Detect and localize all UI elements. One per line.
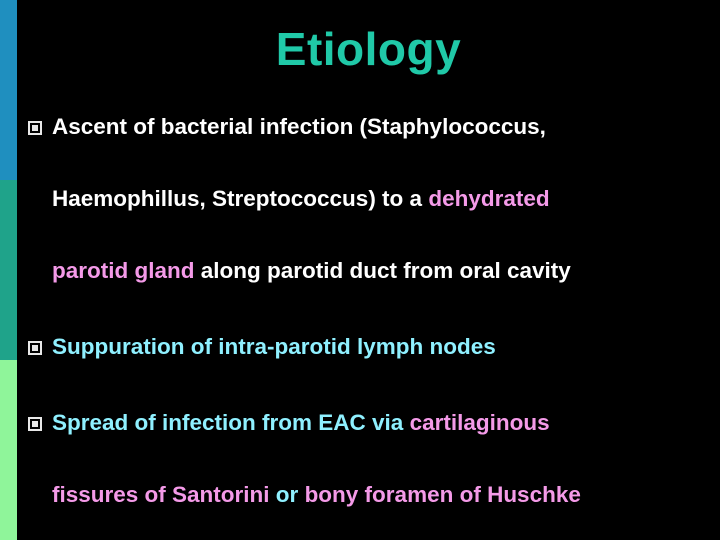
bullet-1-line-3-text: along parotid duct from oral cavity xyxy=(194,258,571,283)
bullet-3-highlight-fissures: fissures of Santorini xyxy=(52,482,270,507)
square-bullet-icon xyxy=(28,341,42,355)
bullet-1-line-1 xyxy=(52,114,546,140)
bullet-1-line-1-text: Ascent of bacterial infection (Staphylococcus, xyxy=(52,114,546,139)
bullet-3-highlight-bony-foramen: bony foramen of Huschke xyxy=(304,482,581,507)
bullet-1-line-2-text: Haemophillus, Streptococcus) to a xyxy=(52,186,429,211)
bullet-1-highlight-dehydrated: dehydrated xyxy=(428,186,550,211)
accent-bar-middle xyxy=(0,180,17,360)
bullet-2-line-1-text: Suppuration of intra-parotid lymph nodes xyxy=(52,334,496,359)
bullet-3-line-1 xyxy=(52,410,550,436)
square-bullet-icon xyxy=(28,121,42,135)
bullet-3-line-1-text: Spread of infection from EAC via xyxy=(52,410,410,435)
bullet-2-line-1 xyxy=(52,334,496,360)
accent-bar-bottom xyxy=(0,360,17,540)
bullet-3-line-2 xyxy=(52,482,581,508)
bullet-1-line-2 xyxy=(52,186,550,212)
square-bullet-icon xyxy=(28,417,42,431)
bullet-3-line-2-text: or xyxy=(269,482,305,507)
slide-title: Etiology xyxy=(275,23,462,75)
accent-bar-top xyxy=(0,0,17,180)
bullet-1-highlight-parotid-gland: parotid gland xyxy=(52,258,195,283)
bullet-3-highlight-cartilaginous: cartilaginous xyxy=(409,410,550,435)
bullet-1-line-3 xyxy=(52,258,571,284)
